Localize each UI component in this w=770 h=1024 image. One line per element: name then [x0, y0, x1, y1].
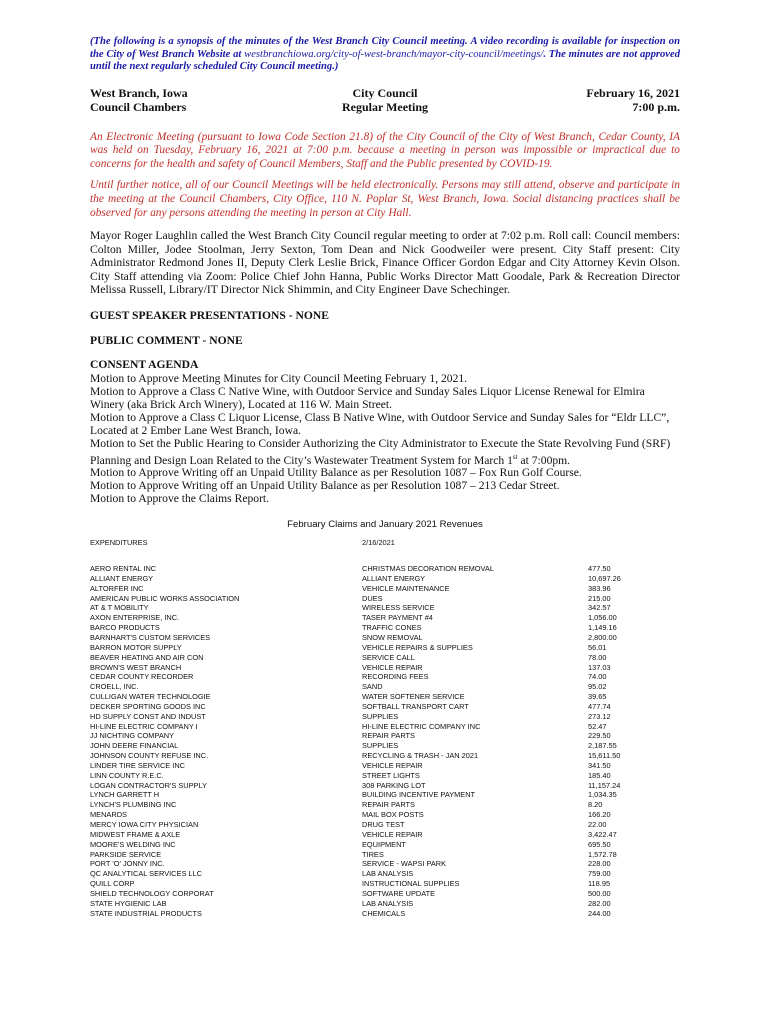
- amount-cell: 383.96: [588, 583, 611, 593]
- amount-cell: 22.00: [588, 820, 607, 830]
- meeting-time: 7:00 p.m.: [632, 100, 681, 115]
- electronic-meeting-notice: An Electronic Meeting (pursuant to Iowa Code Section 21.8) of the City Council of the City of West Branch, Cedar County, IA was held on Tuesday, February 16, 2021 at 7:00 p.m. because a meeting in person was impossible or impractical due to concerns for the health and safety of Council Members, Staff and the Public presented by COVID-19.: [90, 130, 680, 170]
- synopsis-note: [90, 36, 680, 74]
- table-row: [90, 751, 680, 761]
- header-meeting-type: [287, 86, 484, 115]
- table-row: [90, 820, 680, 830]
- amount-cell: 215.00: [588, 593, 611, 603]
- vendor-cell: MOORE'S WELDING INC: [90, 839, 176, 849]
- vendor-cell: AXON ENTERPRISE, INC.: [90, 613, 180, 623]
- description-cell: HI-LINE ELECTRIC COMPANY INC: [362, 721, 481, 731]
- amount-cell: 137.03: [588, 662, 611, 672]
- description-cell: VEHICLE REPAIRS & SUPPLIES: [362, 642, 473, 652]
- amount-cell: 11,157.24: [588, 780, 621, 790]
- meeting-header: [90, 86, 680, 115]
- agenda-item: Motion to Approve the Claims Report.: [90, 492, 270, 506]
- description-cell: TASER PAYMENT #4: [362, 613, 433, 623]
- description-cell: SUPPLIES: [362, 741, 399, 751]
- vendor-cell: BEAVER HEATING AND AIR CON: [90, 652, 204, 662]
- table-row: [90, 830, 680, 840]
- amount-cell: 3,422.47: [588, 829, 617, 839]
- description-cell: INSTRUCTIONAL SUPPLIES: [362, 879, 460, 889]
- claims-date: 2/16/2021: [362, 538, 395, 548]
- meeting-body: City Council: [352, 85, 418, 100]
- description-cell: SOFTBALL TRANSPORT CART: [362, 701, 469, 711]
- synopsis-text: (The following is a synopsis of the minutes of the West Branch City Council meeting. A video recording is available for inspection on the City of West Branch Website at: [90, 36, 680, 60]
- table-row: [90, 613, 680, 623]
- vendor-cell: JJ NICHTING COMPANY: [90, 731, 175, 741]
- table-row: [90, 722, 680, 732]
- vendor-cell: MIDWEST FRAME & AXLE: [90, 829, 181, 839]
- description-cell: VEHICLE REPAIR: [362, 662, 423, 672]
- description-cell: BUILDING INCENTIVE PAYMENT: [362, 790, 476, 800]
- table-row: [90, 771, 680, 781]
- table-row: [90, 899, 680, 909]
- description-cell: DRUG TEST: [362, 820, 405, 830]
- amount-cell: 2,800.00: [588, 632, 617, 642]
- roll-call-paragraph: Mayor Roger Laughlin called the West Branch City Council regular meeting to order at 7:02 p.m. Roll call: Council members: Colton Miller, Jodee Stoolman, Jerry Sexton, Tom Dean and Nick Goodweiler were present. City Staff present: City Administrator Redmond Jones II, Deputy Clerk Leslie Brick, Finance Officer Gordon Edgar and City Attorney Kevin Olson. City Staff attending via Zoom: Police Chief John Hanna, Public Works Director Matt Goodale, Park & Recreation Director Melissa Russell, Library/IT Director Nick Shimmin, and City Engineer Dave Schechinger.: [90, 229, 680, 297]
- vendor-cell: LYNCH GARRETT H: [90, 790, 160, 800]
- vendor-cell: JOHNSON COUNTY REFUSE INC.: [90, 751, 209, 761]
- amount-cell: 500.00: [588, 888, 611, 898]
- amount-cell: 118.95: [588, 879, 611, 889]
- guest-speaker-heading: GUEST SPEAKER PRESENTATIONS - NONE: [90, 308, 330, 322]
- table-row: [90, 879, 680, 889]
- table-row: [90, 761, 680, 771]
- table-row: [90, 603, 680, 613]
- vendor-cell: LYNCH'S PLUMBING INC: [90, 800, 177, 810]
- table-row: [90, 672, 680, 682]
- vendor-cell: BARRON MOTOR SUPPLY: [90, 642, 182, 652]
- header-location: [90, 86, 287, 115]
- description-cell: SOFTWARE UPDATE: [362, 888, 436, 898]
- amount-cell: 229.50: [588, 731, 611, 741]
- consent-agenda-heading: CONSENT AGENDA: [90, 357, 199, 371]
- table-row: [90, 584, 680, 594]
- vendor-cell: CULLIGAN WATER TECHNOLOGIE: [90, 692, 211, 702]
- table-row: [90, 663, 680, 673]
- description-cell: 308 PARKING LOT: [362, 780, 426, 790]
- description-cell: VEHICLE REPAIR: [362, 829, 423, 839]
- amount-cell: 273.12: [588, 711, 611, 721]
- further-notice: Until further notice, all of our Council Meetings will be held electronically. Persons may still attend, observe and participate in the meeting at the Council Chambers, City Office, 110 N. Poplar St, West Branch, Iowa. Social distancing practices shall be observed for any persons attending the meeting in person at City Hall.: [90, 179, 680, 219]
- vendor-cell: CROELL, INC.: [90, 682, 139, 692]
- vendor-cell: BARCO PRODUCTS: [90, 623, 160, 633]
- table-row: [90, 909, 680, 919]
- amount-cell: 95.02: [588, 682, 607, 692]
- table-row: [90, 702, 680, 712]
- description-cell: SAND: [362, 682, 383, 692]
- amount-cell: 74.00: [588, 672, 607, 682]
- description-cell: RECYCLING & TRASH - JAN 2021: [362, 751, 479, 761]
- description-cell: SNOW REMOVAL: [362, 632, 423, 642]
- description-cell: TRAFFIC CONES: [362, 623, 422, 633]
- description-cell: REPAIR PARTS: [362, 731, 415, 741]
- table-row: [90, 781, 680, 791]
- vendor-cell: BARNHART'S CUSTOM SERVICES: [90, 632, 211, 642]
- table-row: [90, 731, 680, 741]
- expenditures-header: EXPENDITURES: [90, 538, 148, 548]
- vendor-cell: STATE INDUSTRIAL PRODUCTS: [90, 908, 202, 918]
- amount-cell: 477.74: [588, 701, 611, 711]
- video-link[interactable]: westbranchiowa.org/city-of-west-branch/mayor-city-council/meetings/: [244, 48, 544, 60]
- table-row: [90, 840, 680, 850]
- vendor-cell: LINDER TIRE SERVICE INC: [90, 760, 186, 770]
- table-row: [90, 633, 680, 643]
- vendor-cell: JOHN DEERE FINANCIAL: [90, 741, 179, 751]
- vendor-cell: PARKSIDE SERVICE: [90, 849, 162, 859]
- table-row: [90, 623, 680, 633]
- amount-cell: 15,611.50: [588, 751, 621, 761]
- agenda-item: Motion to Approve Writing off an Unpaid Utility Balance as per Resolution 1087 – Fox Run Golf Course.: [90, 466, 582, 480]
- amount-cell: 228.00: [588, 859, 611, 869]
- table-row: [90, 869, 680, 879]
- description-cell: EQUIPMENT: [362, 839, 406, 849]
- amount-cell: 342.57: [588, 603, 611, 613]
- description-cell: WIRELESS SERVICE: [362, 603, 435, 613]
- agenda-item: Motion to Approve a Class C Liquor License, Class B Native Wine, with Outdoor Service and Sunday Sales for “Eldr LLC”, Located at 2 Ember Lane West Branch, Iowa.: [90, 410, 670, 437]
- amount-cell: 1,149.16: [588, 623, 617, 633]
- consent-agenda-list: [90, 373, 680, 506]
- description-cell: TIRES: [362, 849, 384, 859]
- description-cell: CHEMICALS: [362, 908, 406, 918]
- vendor-cell: PORT 'O' JONNY INC.: [90, 859, 165, 869]
- description-cell: MAIL BOX POSTS: [362, 810, 424, 820]
- description-cell: VEHICLE MAINTENANCE: [362, 583, 450, 593]
- description-cell: CHRISTMAS DECORATION REMOVAL: [362, 564, 494, 574]
- meeting-date: February 16, 2021: [586, 85, 681, 100]
- table-row: [90, 712, 680, 722]
- table-row: [90, 594, 680, 604]
- table-row: [90, 643, 680, 653]
- vendor-cell: DECKER SPORTING GOODS INC: [90, 701, 206, 711]
- description-cell: SERVICE CALL: [362, 652, 415, 662]
- meeting-type: Regular Meeting: [341, 100, 429, 115]
- location-room: Council Chambers: [90, 100, 187, 115]
- amount-cell: 185.40: [588, 770, 611, 780]
- amount-cell: 282.00: [588, 898, 611, 908]
- description-cell: WATER SOFTENER SERVICE: [362, 692, 465, 702]
- amount-cell: 166.20: [588, 810, 611, 820]
- claims-rows: [90, 564, 680, 918]
- agenda-item: Motion to Set the Public Hearing to Consider Authorizing the City Administrator to Execute the State Revolving Fund (SRF) Planning and Design Loan Related to the City’s Wastewater Treatment System for March 1st at 7:00pm.: [90, 436, 671, 467]
- table-row: [90, 692, 680, 702]
- description-cell: STREET LIGHTS: [362, 770, 420, 780]
- claims-title: February Claims and January 2021 Revenues: [287, 519, 483, 531]
- vendor-cell: SHIELD TECHNOLOGY CORPORAT: [90, 888, 214, 898]
- synopsis-text-end: . The minutes are not approved until the next regularly scheduled City Council meeting.): [90, 48, 680, 73]
- table-row: [90, 859, 680, 869]
- amount-cell: 52.47: [588, 721, 607, 731]
- vendor-cell: AMERICAN PUBLIC WORKS ASSOCIATION: [90, 593, 240, 603]
- vendor-cell: BROWN'S WEST BRANCH: [90, 662, 182, 672]
- amount-cell: 8.20: [588, 800, 603, 810]
- agenda-item: Motion to Approve Writing off an Unpaid Utility Balance as per Resolution 1087 – 213 Cedar Street.: [90, 479, 560, 493]
- amount-cell: 695.50: [588, 839, 611, 849]
- description-cell: SUPPLIES: [362, 711, 399, 721]
- vendor-cell: MENARDS: [90, 810, 127, 820]
- agenda-item: Motion to Approve a Class C Native Wine, with Outdoor Service and Sunday Sales Liquor License Renewal for Elmira Winery (aka Brick Arch Winery), Located at 116 W. Main Street.: [90, 385, 645, 411]
- table-row: [90, 653, 680, 663]
- header-datetime: [483, 86, 680, 115]
- vendor-cell: LINN COUNTY R.E.C.: [90, 770, 164, 780]
- vendor-cell: MERCY IOWA CITY PHYSICIAN: [90, 820, 199, 830]
- agenda-item: Motion to Approve Meeting Minutes for City Council Meeting February 1, 2021.: [90, 372, 468, 386]
- description-cell: RECORDING FEES: [362, 672, 429, 682]
- description-cell: REPAIR PARTS: [362, 800, 415, 810]
- amount-cell: 56.01: [588, 642, 607, 652]
- public-comment-heading: PUBLIC COMMENT - NONE: [90, 334, 243, 348]
- table-row: [90, 889, 680, 899]
- description-cell: VEHICLE REPAIR: [362, 760, 423, 770]
- table-row: [90, 682, 680, 692]
- description-cell: SERVICE - WAPSI PARK: [362, 859, 447, 869]
- vendor-cell: HI-LINE ELECTRIC COMPANY I: [90, 721, 198, 731]
- description-cell: DUES: [362, 593, 383, 603]
- amount-cell: 39.65: [588, 692, 607, 702]
- amount-cell: 759.00: [588, 869, 611, 879]
- vendor-cell: HD SUPPLY CONST AND INDUST: [90, 711, 206, 721]
- table-row: [90, 850, 680, 860]
- table-row: [90, 741, 680, 751]
- table-row: [90, 810, 680, 820]
- vendor-cell: AT & T MOBILITY: [90, 603, 149, 613]
- amount-cell: 1,034.35: [588, 790, 617, 800]
- claims-header-row: [90, 538, 680, 552]
- vendor-cell: ALLIANT ENERGY: [90, 573, 154, 583]
- amount-cell: 78.00: [588, 652, 607, 662]
- vendor-cell: AERO RENTAL INC: [90, 564, 157, 574]
- vendor-cell: STATE HYGIENIC LAB: [90, 898, 167, 908]
- table-row: [90, 800, 680, 810]
- amount-cell: 10,697.26: [588, 573, 621, 583]
- amount-cell: 1,572.78: [588, 849, 617, 859]
- amount-cell: 341.50: [588, 760, 611, 770]
- amount-cell: 244.00: [588, 908, 611, 918]
- amount-cell: 477.50: [588, 564, 611, 574]
- vendor-cell: LOGAN CONTRACTOR'S SUPPLY: [90, 780, 207, 790]
- vendor-cell: QC ANALYTICAL SERVICES LLC: [90, 869, 202, 879]
- description-cell: LAB ANALYSIS: [362, 869, 414, 879]
- table-row: [90, 564, 680, 574]
- table-row: [90, 790, 680, 800]
- location-city: West Branch, Iowa: [90, 85, 188, 100]
- vendor-cell: CEDAR COUNTY RECORDER: [90, 672, 194, 682]
- table-row: [90, 574, 680, 584]
- vendor-cell: QUILL CORP: [90, 879, 135, 889]
- description-cell: ALLIANT ENERGY: [362, 573, 426, 583]
- vendor-cell: ALTORFER INC: [90, 583, 144, 593]
- claims-table: [90, 538, 680, 918]
- amount-cell: 2,187.55: [588, 741, 617, 751]
- amount-cell: 1,056.00: [588, 613, 617, 623]
- description-cell: LAB ANALYSIS: [362, 898, 414, 908]
